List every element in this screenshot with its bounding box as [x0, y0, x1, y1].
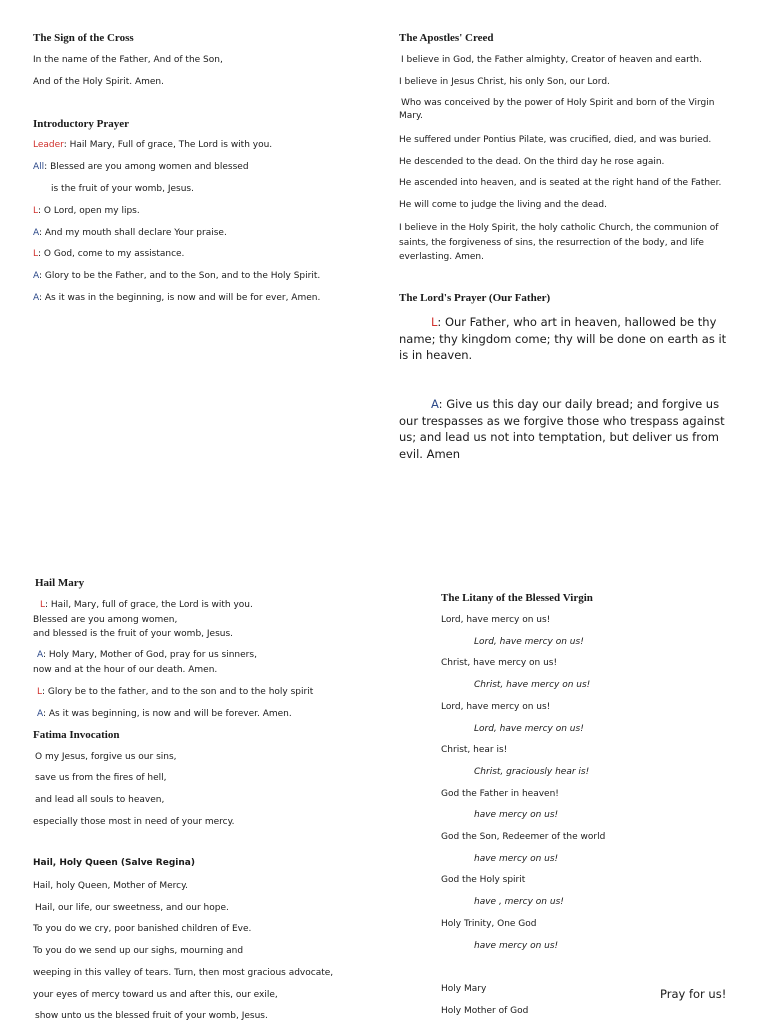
leader-text: : Hail Mary, Full of grace, The Lord is with you.	[63, 140, 273, 150]
hail-l1	[40, 599, 253, 612]
queen-line: your eyes of mercy toward us and after this, our exile,	[33, 990, 278, 1000]
queen-line: To you do we cry, poor banished children of Eve.	[33, 924, 252, 934]
litany-response: Christ, graciously hear is!	[474, 767, 590, 777]
sign-line-2: And of the Holy Spirit. Amen.	[33, 77, 164, 87]
litany-invocation: God the Son, Redeemer of the world	[441, 832, 606, 842]
queen-line: Hail, our life, our sweetness, and our hope.	[35, 903, 229, 913]
intro-leader-line	[33, 139, 272, 152]
litany-response: have mercy on us!	[474, 941, 559, 951]
a-tag: A	[431, 397, 439, 411]
hail-a2	[37, 708, 292, 721]
leader-tag: Leader	[33, 140, 64, 150]
litany-pray-for-us: Pray for us!	[660, 987, 727, 1001]
litany-holy-mary: Holy Mary	[441, 984, 487, 994]
litany-invocation: God the Father in heaven!	[441, 789, 559, 799]
creed-p7: He will come to judge the living and the dead.	[399, 200, 607, 210]
intro-l1-text: : O Lord, open my lips.	[38, 206, 140, 216]
creed-p5: He descended to the dead. On the third day he rose again.	[399, 157, 665, 167]
l-tag: L	[33, 206, 39, 216]
creed-p6: He ascended into heaven, and is seated at the right hand of the Father.	[399, 178, 722, 188]
queen-line: To you do we send up our sighs, mourning and	[33, 946, 244, 956]
intro-a2-text: : Glory to be the Father, and to the Son, and to the Holy Spirit.	[39, 271, 321, 281]
litany-holy-mother: Holy Mother of God	[441, 1006, 529, 1016]
queen-line: show unto us the blessed fruit of your womb, Jesus.	[35, 1011, 268, 1021]
lords-title: The Lord's Prayer (Our Father)	[399, 292, 551, 304]
litany-response: have mercy on us!	[474, 854, 559, 864]
l-tag: L	[40, 600, 46, 610]
intro-all-line	[33, 161, 249, 174]
litany-invocation: God the Holy spirit	[441, 875, 526, 885]
hail-a1-text: : Holy Mary, Mother of God, pray for us sinners,	[43, 650, 257, 660]
l-tag: L	[431, 315, 438, 329]
all-tag: All	[33, 162, 45, 172]
litany-invocation: Lord, have mercy on us!	[441, 615, 551, 625]
a-tag: A	[37, 709, 43, 719]
a-tag: A	[37, 650, 43, 660]
intro-a1	[33, 227, 227, 240]
lords-l-paragraph	[399, 314, 727, 364]
litany-invocation: Lord, have mercy on us!	[441, 702, 551, 712]
litany-invocation: Christ, have mercy on us!	[441, 658, 558, 668]
a-tag: A	[33, 228, 39, 238]
intro-all-cont: is the fruit of your womb, Jesus.	[51, 184, 194, 194]
fatima-line: O my Jesus, forgive us our sins,	[35, 752, 177, 762]
creed-p3: Who was conceived by the power of Holy Spirit and born of the Virgin Mary.	[399, 98, 715, 121]
intro-a2	[33, 270, 320, 283]
intro-a3-text: : As it was in the beginning, is now and will be for ever, Amen.	[39, 293, 321, 303]
creed-p4: He suffered under Pontius Pilate, was crucified, died, and was buried.	[399, 135, 712, 145]
fatima-line: save us from the fires of hell,	[35, 773, 167, 783]
all-text: : Blessed are you among women and blessed	[44, 162, 249, 172]
intro-l2-text: : O God, come to my assistance.	[38, 249, 185, 259]
queen-line: Hail, holy Queen, Mother of Mercy.	[33, 881, 188, 891]
litany-response: Lord, have mercy on us!	[474, 637, 584, 647]
litany-response: have , mercy on us!	[474, 897, 564, 907]
hail-a2-text: : As it was beginning, is now and will be forever. Amen.	[43, 709, 292, 719]
sign-title: The Sign of the Cross	[33, 32, 134, 44]
hail-l1b: Blessed are you among women,	[33, 615, 178, 625]
hail-a1	[37, 649, 257, 662]
intro-a1-text: : And my mouth shall declare Your praise.	[39, 228, 227, 238]
queen-title: Hail, Holy Queen (Salve Regina)	[33, 858, 195, 868]
intro-a3	[33, 292, 320, 305]
l-tag: L	[33, 249, 39, 259]
litany-invocation: Christ, hear is!	[441, 745, 508, 755]
creed-p8: I believe in the Holy Spirit, the holy catholic Church, the communion of saints, the forgiveness of sins, the resurrection of the body, and life everlasting. Amen.	[399, 223, 719, 262]
intro-l1	[33, 205, 140, 218]
litany-response: Lord, have mercy on us!	[474, 724, 584, 734]
hail-a1b: now and at the hour of our death. Amen.	[33, 665, 218, 675]
l-tag: L	[37, 687, 43, 697]
hail-title: Hail Mary	[35, 577, 85, 589]
creed-p2: I believe in Jesus Christ, his only Son, our Lord.	[399, 77, 610, 87]
queen-line: weeping in this valley of tears. Turn, then most gracious advocate,	[33, 968, 334, 978]
lords-a-text: : Give us this day our daily bread; and forgive us our trespasses as we forgive those who trespass against us; and lead us not into temptation, but deliver us from evil. Amen	[399, 397, 725, 461]
hail-l1-text: : Hail, Mary, full of grace, the Lord is with you.	[45, 600, 253, 610]
hail-l2	[37, 686, 313, 699]
litany-response: Christ, have mercy on us!	[474, 680, 591, 690]
litany-title: The Litany of the Blessed Virgin	[441, 592, 593, 604]
a-tag: A	[33, 293, 39, 303]
intro-title: Introductory Prayer	[33, 118, 130, 130]
hail-l1c: and blessed is the fruit of your womb, Jesus.	[33, 629, 234, 639]
intro-l2	[33, 248, 184, 261]
a-tag: A	[33, 271, 39, 281]
litany-response: have mercy on us!	[474, 810, 559, 820]
fatima-line: and lead all souls to heaven,	[35, 795, 165, 805]
creed-title: The Apostles' Creed	[399, 32, 494, 44]
sign-line-1: In the name of the Father, And of the Son,	[33, 55, 223, 65]
litany-invocation: Holy Trinity, One God	[441, 919, 537, 929]
fatima-title: Fatima Invocation	[33, 729, 120, 741]
lords-l-text: : Our Father, who art in heaven, hallowed be thy name; thy kingdom come; thy will be done on earth as it is in heaven.	[399, 315, 727, 362]
lords-a-paragraph	[399, 396, 727, 462]
fatima-line: especially those most in need of your mercy.	[33, 817, 235, 827]
hail-l2-text: : Glory be to the father, and to the son and to the holy spirit	[42, 687, 314, 697]
creed-p1: I believe in God, the Father almighty, Creator of heaven and earth.	[401, 55, 702, 65]
